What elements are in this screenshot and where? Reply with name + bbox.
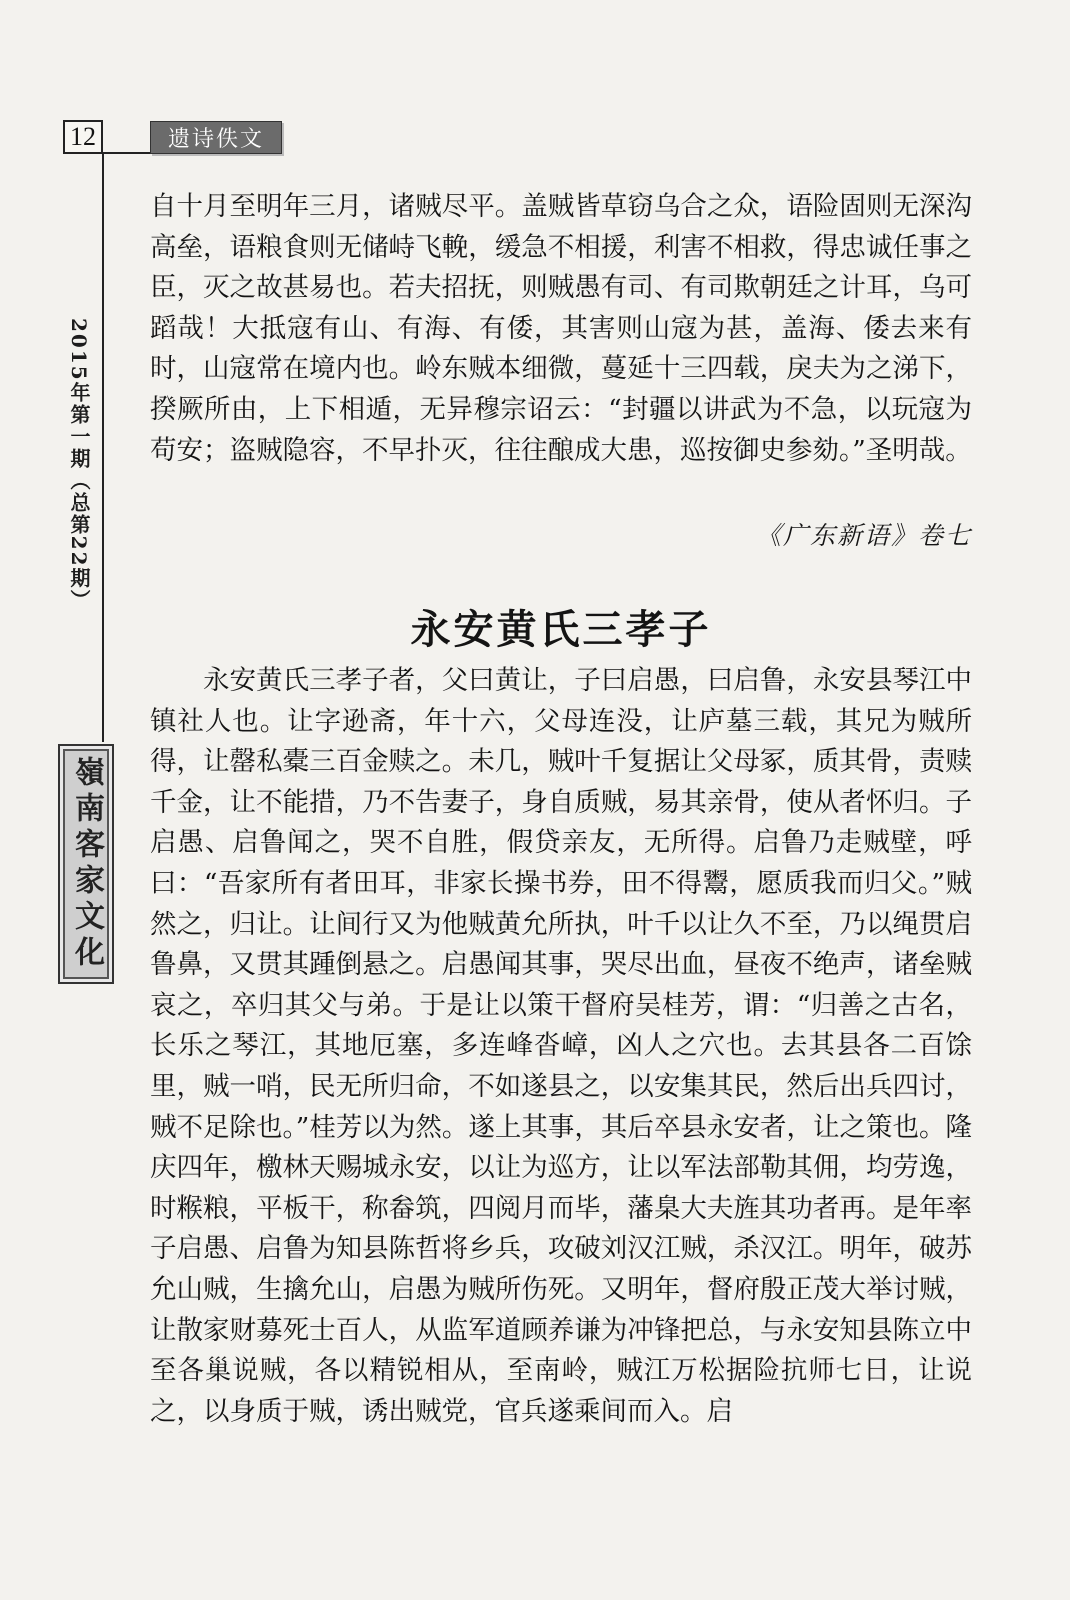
header-rule: [103, 152, 150, 154]
journal-emblem: [58, 744, 114, 984]
emblem-text: 嶺南客家文化: [69, 756, 104, 972]
article-title: 永安黄氏三孝子: [410, 607, 712, 653]
issue-label: 2015年第一期（总第22期）: [67, 318, 91, 612]
source-citation: 《广东新语》卷七: [755, 521, 972, 550]
section-tag: 遗诗佚文: [150, 121, 282, 154]
page-number: 12: [63, 120, 103, 154]
article-paragraph: 永安黄氏三孝子者，父曰黄让，子曰启愚，曰启鲁，永安县琴江中镇社人也。让字逊斋，年十六，父母连没，让庐墓三载，其兄为贼所得，让罄私橐三百金赎之。未几，贼叶千复据让父母冢，质其骨，责赎千金，让不能措，乃不告妻子，身自质贼，易其亲骨，使从者怀归。子启愚、启鲁闻之，哭不自胜，假贷亲友，无所得。启鲁乃走贼壁，呼曰：“吾家所有者田耳，非家长操书券，田不得鬻，愿质我而归父。”贼然之，归让。让间行又为他贼黄允所执，叶千以让久不至，乃以绳贯启鲁鼻，又贯其踵倒悬之。启愚闻其事，哭尽出血，昼夜不绝声，诸垒贼哀之，卒归其父与弟。于是让以策干督府吴桂芳，谓：“归善之古名，长乐之琴江，其地厄塞，多连峰沓嶂，凶人之穴也。去其县各二百馀里，贼一哨，民无所归命，不如遂县之，以安集其民，然后出兵四讨，贼不足除也。”桂芳以为然。遂上其事，其后卒县永安者，让之策也。隆庆四年，檄林天赐城永安，以让为巡方，让以军法部勒其佣，均劳逸，时糇粮，平板干，称畚筑，四阅月而毕，藩臬大夫旌其功者再。是年率子启愚、启鲁为知县陈哲将乡兵，攻破刘汉江贼，杀汉江。明年，破苏允山贼，生擒允山，启愚为贼所伤死。又明年，督府殷正茂大举讨贼，让散家财募死士百人，从监军道顾养谦为冲锋把总，与永安知县陈立中至各巢说贼，各以精锐相从，至南岭，贼江万松据险抗师七日，让说之，以身质于贼，诱出贼党，官兵遂乘间而入。启: [150, 665, 972, 1427]
margin-rule: [102, 152, 104, 742]
previous-article-paragraph: 自十月至明年三月，诸贼尽平。盖贼皆草窃乌合之众，语险固则无深沟高垒，语粮食则无储峙飞輓，缓急不相援，利害不相救，得忠诚任事之臣，灭之故甚易也。若夫招抚，则贼愚有司、有司欺朝廷之计耳，乌可蹈哉！大抵寇有山、有海、有倭，其害则山寇为甚，盖海、倭去来有时，山寇常在境内也。岭东贼本细微，蔓延十三四载，戾夫为之涕下，揆厥所由，上下相遁，无异穆宗诏云：“封疆以讲武为不急，以玩寇为苟安；盗贼隐容，不早扑灭，往往酿成大患，巡按御史参劾。”圣明哉。: [150, 191, 972, 466]
